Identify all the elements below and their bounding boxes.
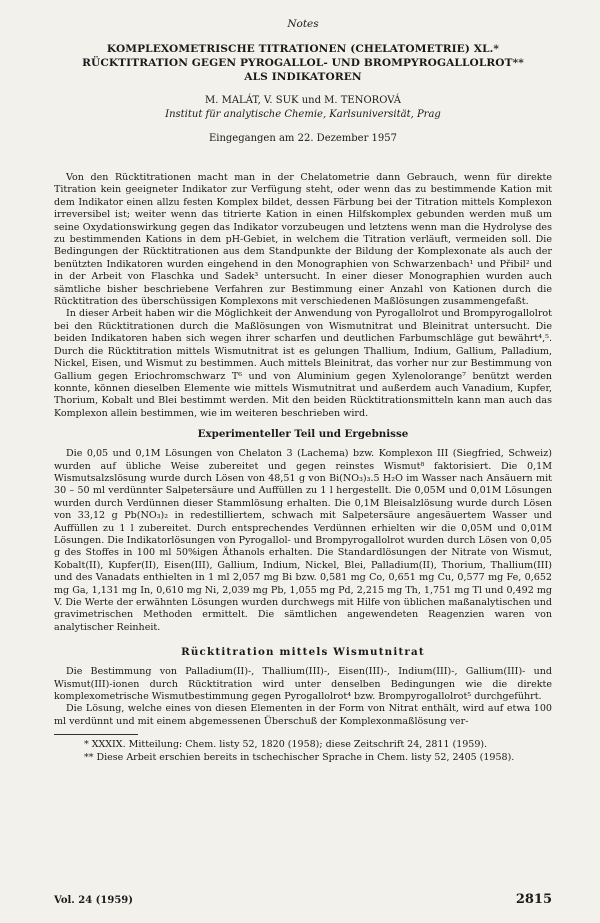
title-line-2: RÜCKTITRATION GEGEN PYROGALLOL- UND BROMPYROGALLOLROT** xyxy=(82,57,524,69)
page-footer xyxy=(54,892,552,907)
subsection-paragraph-2: Die Lösung, welche eines von diesen Elementen in der Form von Nitrat enthält, wird auf etwa 100 ml verdünnt und mit einem abgemessenen Überschuß der Komplexonmaßlösung ver- xyxy=(54,703,552,727)
introduction xyxy=(54,172,552,420)
intro-paragraph-1: Von den Rücktitrationen macht man in der Chelatometrie dann Gebrauch, wenn für direkte Titration kein geeigneter Indikator zur Verfügung steht, oder wenn das zu bestimmende Kation mit dem Indikator einen allzu festen Komplex bildet, dessen Färbung bei der Titration mittels Komplexon irreversibel ist; weiter wenn das titrierte Kation in einen Hilfskomplex gebunden werden muß um seine Oxydationswirkung gegen das Indikator vorzubeugen und letztens wenn man die Hydrolyse des zu bestimmenden Kations in dem pH-Gebiet, in welchem die Titration verläuft, vermeiden soll. Die Bedingungen der Rücktitrationen aus dem Standpunkte der Bildung der Komplexonate als auch der benützten Indikatoren wurden eingehend in den Monographien von Schwarzenbach¹ und Přibil² und in der Arbeit von Flaschka und Sadek³ untersucht. In einer dieser Monographien wurden auch sämtliche bisher beschriebene Verfahren zur Bestimmung einer Anzahl von Kationen durch die Rücktitration des überschüssigen Komplexons mit verschiedenen Maßlösungen zusammengefaßt. xyxy=(54,172,552,308)
received-date: Eingegangen am 22. Dezember 1957 xyxy=(208,133,398,144)
page-number: 2815 xyxy=(515,892,552,907)
footnote-2: ** Diese Arbeit erschien bereits in tschechischer Sprache in Chem. listy 52, 2405 (1958). xyxy=(84,751,515,763)
section-heading: Experimenteller Teil und Ergebnisse xyxy=(197,428,409,441)
volume-label: Vol. 24 (1959) xyxy=(54,895,133,906)
intro-paragraph-2: In dieser Arbeit haben wir die Möglichkeit der Anwendung von Pyrogallolrot und Brompyrogallolrot bei den Rücktitrationen durch die Maßlösungen von Wismutnitrat und Bleinitrat untersucht. Die beiden Indikatoren haben sich wegen ihrer scharfen und deutlichen Farbumschläge gut bewährt⁴,⁵. Durch die Rücktitration mittels Wismutnitrat ist es gelungen Thallium, Indium, Gallium, Palladium, Nickel, Eisen, und Wismut zu bestimmen. Auch mittels Bleinitrat, das vorher nur zur Bestimmung von Gallium gegen Eriochromschwarz T⁶ und von Aluminium gegen Xylenolorange⁷ benützt werden konnte, können dieselben Elemente wie mittels Wismutnitrat und außerdem auch Vanadium, Kupfer, Thorium, Kobalt und Blei bestimmt werden. Mit den beiden Rücktitrationsmitteln kann man auch das Komplexon allein bestimmen, wie im weiteren beschrieben wird. xyxy=(54,308,552,419)
authors: M. MALÁT, V. SUK und M. TENOROVÁ xyxy=(205,95,401,106)
article-title xyxy=(54,42,552,84)
institute: Institut für analytische Chemie, Karlsuniversität, Prag xyxy=(165,109,441,120)
title-line-1: KOMPLEXOMETRISCHE TITRATIONEN (CHELATOMETRIE) XL.* xyxy=(106,43,500,55)
subsection-paragraph-1: Die Bestimmung von Palladium(II)-, Thallium(III)-, Eisen(III)-, Indium(III)-, Gallium(III)- und Wismut(III)-ionen durch Rücktitration wird unter denselben Bedingungen wie die direkte komplexometrische Wismutbestimmung gegen Pyrogallolrot⁴ bzw. Brompyrogallolrot⁵ durchgeführt. xyxy=(54,666,552,703)
footnote-rule xyxy=(54,734,138,735)
subsection-heading: Rücktitration mittels Wismutnitrat xyxy=(181,646,425,659)
title-line-3: ALS INDIKATOREN xyxy=(244,71,362,83)
section-paragraph-1: Die 0,05 und 0,1M Lösungen von Chelaton 3 (Lachema) bzw. Komplexon III (Siegfried, Schweiz) wurden auf übliche Weise zubereitet und gegen reinstes Wismut⁸ faktorisiert. Die 0,1M Wismutsalzslösung wurde durch Lösen von 48,51 g von Bi(NO₃)₃.5 H₂O im Wasser nach Ansäuern mit 30 – 50 ml verdünnter Salpetersäure und Auffüllen zu 1 l hergestellt. Die 0,05M und 0,01M Lösungen wurden durch Verdünnen dieser Stammlösung erhalten. Die 0,1M Bleisalzlösung wurde durch Lösen von 33,12 g Pb(NO₃)₂ in redestilliertem, schwach mit Salpetersäure angesäuertem Wasser und Auffüllen zu 1 l zubereitet. Durch entsprechendes Verdünnen erhielten wir die 0,05M und 0,01M Lösungen. Die Indikatorlösungen von Pyrogallol- und Brompyrogallolrot wurden durch Lösen von 0,05 g des Stoffes in 100 ml 50%igen Äthanols erhalten. Die Standardlösungen der Nitrate von Wismut, Kobalt(II), Kupfer(II), Eisen(III), Gallium, Indium, Nickel, Blei, Palladium(II), Thorium, Thallium(III) und des Vanadats enthielten in 1 ml 2,057 mg Bi bzw. 0,581 mg Co, 0,651 mg Cu, 0,577 mg Fe, 0,652 mg Ga, 1,131 mg In, 0,610 mg Ni, 2,039 mg Pb, 1,055 mg Pd, 2,215 mg Th, 1,751 mg Tl und 0,492 mg V. Die Werte der erwähnten Lösungen wurden durchwegs mit Hilfe von üblichen maßanalytischen und gravimetrischen Methoden ermittelt. Die sämtlichen angewendeten Reagenzien waren von analytischer Reinheit. xyxy=(54,448,552,633)
footnote-1: * XXXIX. Mitteilung: Chem. listy 52, 1820 (1958); diese Zeitschrift 24, 2811 (1959). xyxy=(84,739,488,751)
running-head: Notes xyxy=(287,18,319,30)
